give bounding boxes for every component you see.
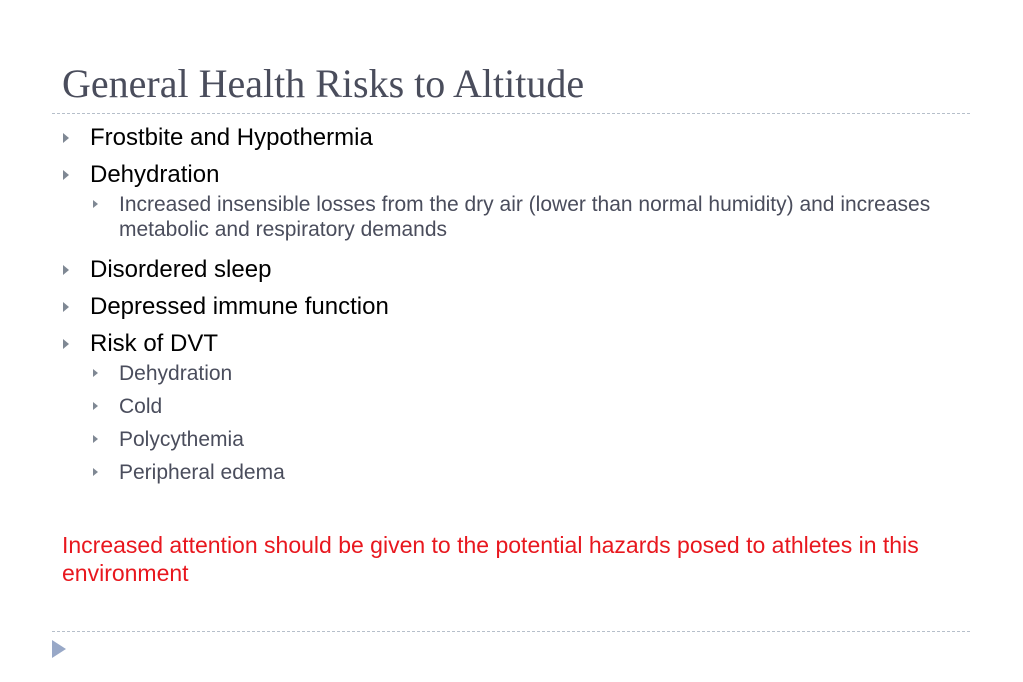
triangle-right-icon [63, 133, 69, 143]
bullet-text: Disordered sleep [90, 256, 272, 283]
sub-bullet-text: Polycythemia [119, 428, 244, 451]
sub-bullet-list [62, 192, 962, 250]
play-arrow-icon [52, 640, 66, 658]
sub-bullet-item [62, 361, 962, 394]
sub-bullet-text: Peripheral edema [119, 461, 285, 484]
triangle-right-icon [63, 265, 69, 275]
bullet-item [62, 122, 962, 159]
triangle-right-icon [93, 200, 98, 208]
sub-bullet-item [62, 394, 962, 427]
bullet-item [62, 159, 962, 250]
triangle-right-icon [63, 302, 69, 312]
triangle-right-icon [93, 402, 98, 410]
bullet-text: Dehydration [90, 161, 220, 188]
triangle-right-icon [63, 170, 69, 180]
bullet-item [62, 254, 962, 291]
bullet-text: Depressed immune function [90, 293, 389, 320]
highlight-note: Increased attention should be given to the potential hazards posed to athletes in this environment [62, 532, 919, 586]
bullet-text: Frostbite and Hypothermia [90, 124, 373, 151]
bullet-item [62, 291, 962, 328]
sub-bullet-item [62, 192, 962, 250]
triangle-right-icon [63, 339, 69, 349]
slide-title: General Health Risks to Altitude [62, 61, 585, 106]
triangle-right-icon [93, 435, 98, 443]
triangle-right-icon [93, 468, 98, 476]
bullet-text: Risk of DVT [90, 330, 219, 357]
sub-bullet-text: Increased insensible losses from the dry air (lower than normal humidity) and increases metabolic and respiratory demands [119, 193, 931, 241]
sub-bullet-item [62, 427, 962, 460]
sub-bullet-list [62, 361, 962, 493]
bullet-list [62, 122, 962, 497]
title-divider [52, 113, 970, 114]
triangle-right-icon [93, 369, 98, 377]
sub-bullet-text: Cold [119, 395, 163, 418]
sub-bullet-item [62, 460, 962, 493]
bullet-item [62, 328, 962, 493]
footer-divider [52, 631, 970, 632]
sub-bullet-text: Dehydration [119, 362, 233, 385]
